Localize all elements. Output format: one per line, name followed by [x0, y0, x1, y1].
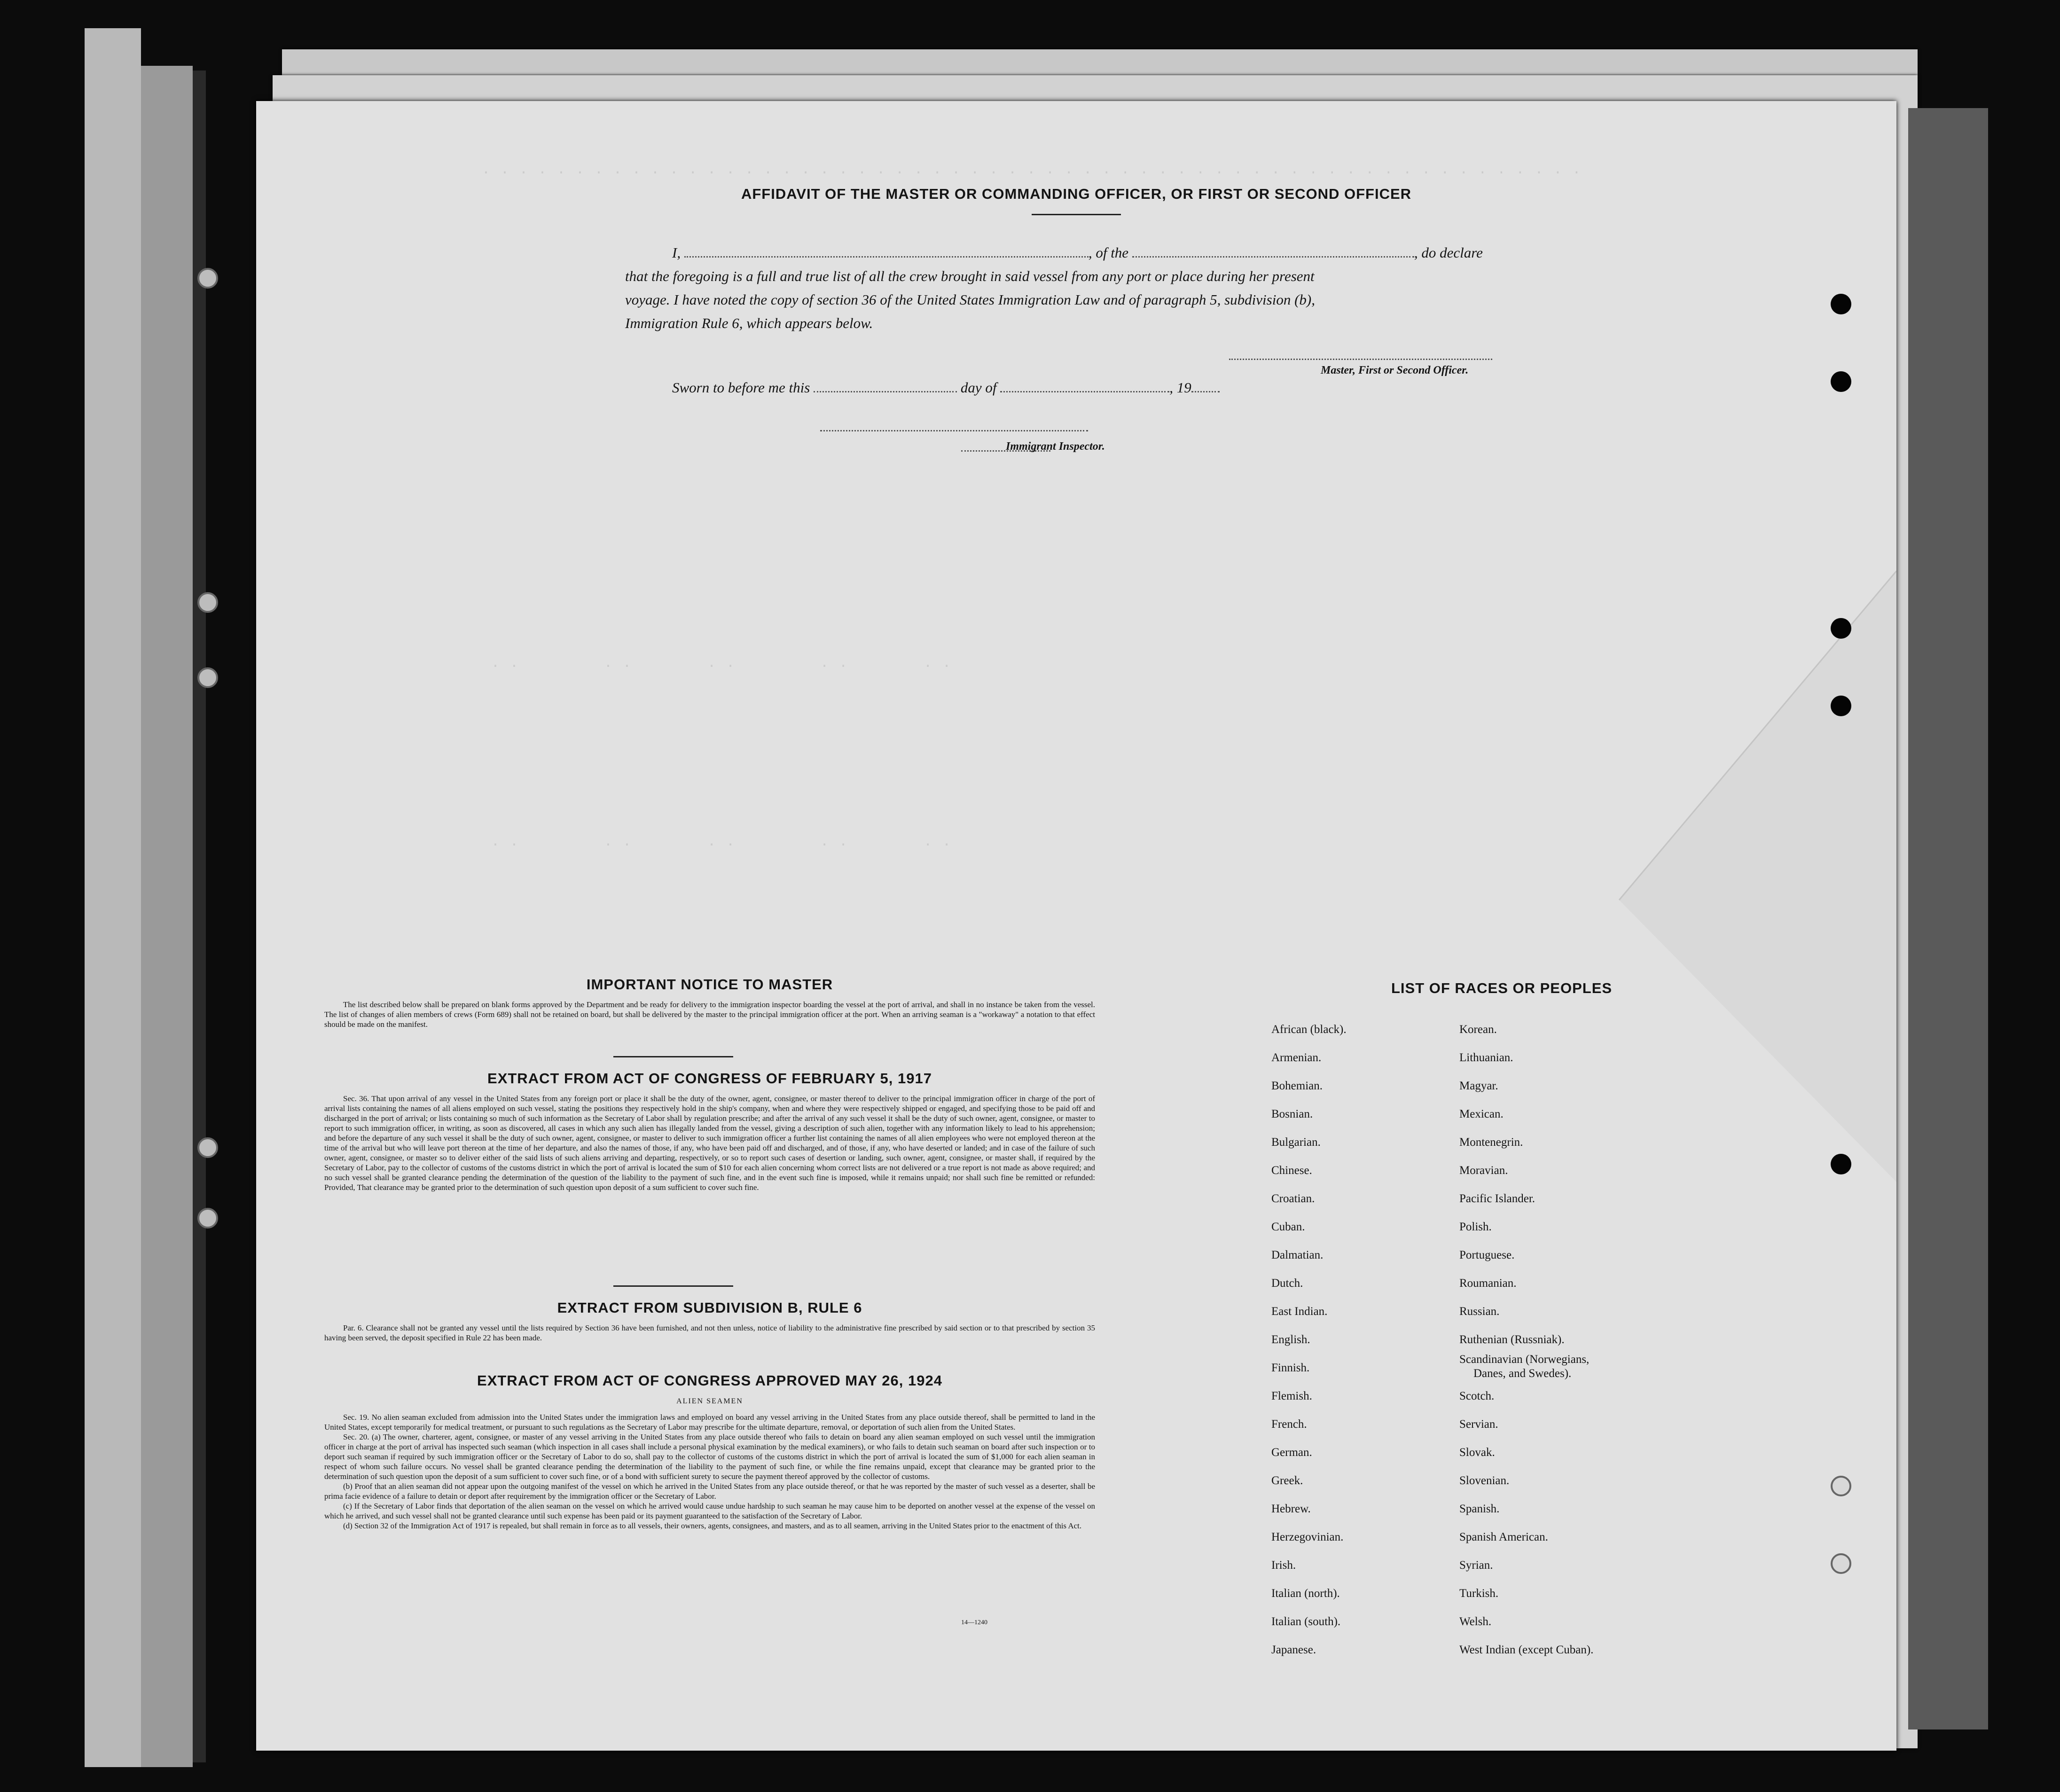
- punch-hole: [1831, 618, 1851, 639]
- race-item: Lithuanian.: [1459, 1051, 1513, 1064]
- i-label: I,: [672, 244, 681, 261]
- punch-hole: [1831, 1154, 1851, 1174]
- day-of-label: day of: [960, 379, 997, 396]
- bleed-through: . . . . . . . . . .: [491, 834, 952, 850]
- binder-ring: [197, 1208, 218, 1229]
- race-item: Mexican.: [1459, 1108, 1504, 1120]
- race-item: Russian.: [1459, 1305, 1500, 1318]
- race-item: Flemish.: [1271, 1390, 1312, 1402]
- race-item: Croatian.: [1271, 1192, 1315, 1205]
- rule-6-text: [324, 1323, 1095, 1343]
- affidavit-title: AFFIDAVIT OF THE MASTER OR COMMANDING OFFICER, OR FIRST OR SECOND OFFICER: [741, 186, 1412, 202]
- section-36-paragraph: Sec. 36. That upon arrival of any vessel in the United States from any foreign port or place it shall be the duty of the owner, agent, consignee, or master thereof to deliver to the principal immigration officer in charge of the port of arrival lists containing the names of all aliens employed on such vessel, stating the positions they respectively hold in the ship's company, when and where they were respectively shipped or engaged, and specifying those to be paid off and discharged in the port of arrival; or lists containing so much of such information as the Secretary of Labor shall by regulation prescribe; and after the arrival of any such vessel it shall be the duty of such owner, agent, consignee, or master to report to such immigration officer, in writing, as soon as discovered, all cases in which any such alien has illegally landed from the vessel, giving a description of such alien, together with any information likely to lead to his apprehension; and before the departure of any such vessel it shall be the duty of such owner, agent, consignee, or master to deliver to such immigration officer a further list containing the names of all alien employees who were not employed thereon at the time of the arrival but who will leave port thereon at the time of her departure, and also the names of those, if any, who have been paid off and discharged, and of those, if any, who have deserted or landed; and in case of the failure of such owner, agent, consignee, or master so to deliver either of the said lists of such aliens arriving and departing, respectively, or so to report such cases of desertion or landing, such owner, agent, consignee, or master shall, if required by the Secretary of Labor, pay to the collector of customs of the customs district in which the port of arrival is located the sum of $10 for each alien concerning whom correct lists are not delivered or a true report is not made as above required; and no such vessel shall be granted clearance pending the determination of the question of the liability to the payment of such fine, and in the event such fine is imposed, while it remains unpaid; nor shall such fine be remitted or refunded: Provided, That clearance may be granted prior to the determination of such question upon deposit of a sum sufficient to cover such fine.: [324, 1094, 1095, 1192]
- race-item: Bosnian.: [1271, 1108, 1313, 1120]
- race-item: Pacific Islander.: [1459, 1192, 1535, 1205]
- race-item: Armenian.: [1271, 1051, 1322, 1064]
- binder-ring: [197, 667, 218, 688]
- binder-ring: [197, 268, 218, 289]
- year-prefix: , 19: [1169, 379, 1191, 396]
- race-item: Welsh.: [1459, 1615, 1492, 1628]
- binder-strip-inner: [141, 66, 193, 1767]
- vessel-blank[interactable]: [1132, 256, 1414, 258]
- sworn-label: Sworn to before me this: [672, 379, 810, 396]
- do-declare-label: , do declare: [1414, 244, 1483, 261]
- inspector-label: Immigrant Inspector.: [1006, 440, 1105, 453]
- race-item: Montenegrin.: [1459, 1136, 1523, 1149]
- alien-seamen-subtitle: ALIEN SEAMEN: [676, 1397, 743, 1405]
- extract-1917-text: [324, 1094, 1095, 1192]
- form-number: 14—1240: [961, 1619, 987, 1626]
- race-item: Ruthenian (Russniak).: [1459, 1333, 1565, 1346]
- race-item: Dutch.: [1271, 1277, 1303, 1290]
- race-item: Servian.: [1459, 1418, 1498, 1431]
- binder-edge: [193, 70, 206, 1762]
- punch-hole: [1831, 371, 1851, 392]
- race-item: Slovenian.: [1459, 1474, 1510, 1487]
- race-item: Syrian.: [1459, 1559, 1493, 1572]
- punch-hole: [1831, 1553, 1851, 1574]
- race-item: Italian (south).: [1271, 1615, 1341, 1628]
- sworn-year-blank[interactable]: [1191, 391, 1220, 392]
- right-binder-edge: [1908, 108, 1988, 1729]
- section-divider: [613, 1056, 733, 1057]
- race-item: Scandinavian (Norwegians,: [1459, 1353, 1590, 1366]
- notice-title: IMPORTANT NOTICE TO MASTER: [586, 976, 833, 993]
- race-item: West Indian (except Cuban).: [1459, 1643, 1594, 1656]
- races-title: LIST OF RACES OR PEOPLES: [1391, 980, 1613, 996]
- race-item: Greek.: [1271, 1474, 1303, 1487]
- extract-1917-title: EXTRACT FROM ACT OF CONGRESS OF FEBRUARY 5, 1917: [487, 1070, 932, 1087]
- sworn-line: [672, 379, 1220, 396]
- race-item: Bohemian.: [1271, 1080, 1323, 1092]
- race-item: Moravian.: [1459, 1164, 1508, 1177]
- race-item: Slovak.: [1459, 1446, 1495, 1459]
- race-item: Spanish American.: [1459, 1531, 1548, 1543]
- race-item: German.: [1271, 1446, 1312, 1459]
- race-item: Magyar.: [1459, 1080, 1498, 1092]
- sec-19-paragraph: Sec. 19. No alien seaman excluded from admission into the United States under the immigration laws and employed on board any vessel arriving in the United States from any place outside thereof, shall be permitted to land in the United States, except temporarily for medical treatment, or pursuant to such regulations as the Secretary of Labor may prescribe for the ultimate departure, removal, or deportation of such alien from the United States.: [324, 1413, 1095, 1432]
- rule-6-title: EXTRACT FROM SUBDIVISION B, RULE 6: [557, 1299, 862, 1316]
- race-item: Japanese.: [1271, 1643, 1316, 1656]
- extract-1924-text: [324, 1412, 1095, 1531]
- race-item: East Indian.: [1271, 1305, 1328, 1318]
- sec-20d-paragraph: (d) Section 32 of the Immigration Act of 1917 is repealed, but shall remain in force as to all vessels, their owners, agents, consignees, and masters, and as to all seamen, arriving in the United States prior to the enactment of this Act.: [343, 1521, 1082, 1530]
- affidavit-body-1: that the foregoing is a full and true list of all the crew brought in said vessel from any port or place during her present: [625, 268, 1315, 284]
- sworn-day-blank[interactable]: [814, 391, 957, 392]
- affidavit-body-2: voyage. I have noted the copy of section 36 of the United States Immigration Law and of paragraph 5, subdivision (b),: [625, 291, 1315, 308]
- section-divider: [613, 1285, 733, 1287]
- race-item: Italian (north).: [1271, 1587, 1340, 1600]
- race-item: French.: [1271, 1418, 1307, 1431]
- binder-ring: [197, 1137, 218, 1158]
- punch-hole: [1831, 1476, 1851, 1496]
- race-item: Danes, and Swedes).: [1473, 1367, 1572, 1380]
- extract-1924-title: EXTRACT FROM ACT OF CONGRESS APPROVED MAY 26, 1924: [477, 1372, 942, 1389]
- race-item: Portuguese.: [1459, 1249, 1515, 1261]
- race-item: Roumanian.: [1459, 1277, 1517, 1290]
- document-sheet: [256, 101, 1896, 1751]
- race-item: Finnish.: [1271, 1362, 1310, 1374]
- title-divider: [1032, 214, 1121, 215]
- race-item: Dalmatian.: [1271, 1249, 1324, 1261]
- race-item: Polish.: [1459, 1221, 1492, 1233]
- declaration-line: [672, 244, 1483, 261]
- race-item: Cuban.: [1271, 1221, 1305, 1233]
- bleed-through: . . . . . . . . . . . . . . . . . . . . . . . . . . . . . . . . . . . . . . . . . . . . . . . . . . . . . . . . . . .: [482, 162, 1582, 178]
- sec-20c-paragraph: (c) If the Secretary of Labor finds that deportation of the alien seaman on the vessel on which he arrived would cause undue hardship to such seaman he may cause him to be deported on another vessel at the expense of the vessel on which he arrived, and such vessel shall not be granted clearance until such expense has been paid or its payment guaranteed to the satisfaction of the Secretary of Labor.: [324, 1502, 1095, 1520]
- sec-20a-paragraph: Sec. 20. (a) The owner, charterer, agent, consignee, or master of any vessel arriving in the United States from any place outside thereof who fails to detain on board any alien seaman employed on such vessel until the immigration officer in charge at the port of arrival has inspected such seaman (which inspection in all cases shall include a personal physical examination by the medical examiners), or who fails to detain such seaman on board after such inspection or to deport such seaman if required by such immigration officer or the Secretary of Labor to do so, shall pay to the collector of customs of the customs district in which the port of arrival is located the sum of $1,000 for each alien seaman in respect of whom such failure occurs. No vessel shall be granted clearance pending the determination of the liability to the payment of such fine, or while the fine remains unpaid, except that clearance may be granted prior to the determination of such question upon the deposit of a sum sufficient to cover such fine, or of a bond with sufficient surety to secure the payment thereof approved by the collector of customs.: [324, 1432, 1095, 1481]
- race-item: English.: [1271, 1333, 1310, 1346]
- race-item: Turkish.: [1459, 1587, 1499, 1600]
- race-item: Bulgarian.: [1271, 1136, 1321, 1149]
- race-item: Scotch.: [1459, 1390, 1495, 1402]
- par-6-paragraph: Par. 6. Clearance shall not be granted any vessel until the lists required by Section 36 have been furnished, and not then unless, notice of liability to the administrative fine prescribed by said section or to that prescribed by section 35 having been served, the deposit specified in Rule 22 has been made.: [324, 1323, 1095, 1342]
- bleed-through: . . . . . . . . . .: [491, 656, 952, 672]
- sworn-month-blank[interactable]: [1000, 391, 1169, 392]
- binder-strip: [85, 28, 141, 1767]
- race-item: Irish.: [1271, 1559, 1296, 1572]
- of-the-label: , of the: [1088, 244, 1129, 261]
- race-item: African (black).: [1271, 1023, 1347, 1036]
- master-signature-line[interactable]: [1229, 359, 1492, 360]
- notice-paragraph: The list described below shall be prepared on blank forms approved by the Department and be ready for delivery to the immigration inspector boarding the vessel at the port of arrival, and shall in no instance be taken from the vessel. The list of changes of alien members of crews (Form 689) shall not be retained on board, but shall be delivered by the master to the principal immigration officer at the port. When an arriving seaman is a "workaway" a notation to that effect should be made on the manifest.: [324, 1000, 1095, 1029]
- punch-hole: [1831, 696, 1851, 716]
- race-item: Chinese.: [1271, 1164, 1312, 1177]
- master-signature-label: Master, First or Second Officer.: [1321, 364, 1469, 376]
- race-item: Spanish.: [1459, 1502, 1500, 1515]
- race-item: Hebrew.: [1271, 1502, 1311, 1515]
- inspector-signature-line[interactable]: [820, 430, 1088, 431]
- name-blank[interactable]: [684, 256, 1089, 258]
- race-item: Herzegovinian.: [1271, 1531, 1344, 1543]
- notice-text: [324, 1000, 1095, 1029]
- sec-20b-paragraph: (b) Proof that an alien seaman did not appear upon the outgoing manifest of the vessel on which he arrived in the United States from any place outside thereof, or that he was reported by the master of such vessel as a deserter, shall be prima facie evidence of a failure to detain or deport after requirement by the immigration officer or the Secretary of Labor.: [324, 1482, 1095, 1501]
- binder-ring: [197, 592, 218, 613]
- affidavit-body-3: Immigration Rule 6, which appears below.: [625, 315, 873, 331]
- race-item: Korean.: [1459, 1023, 1497, 1036]
- punch-hole: [1831, 294, 1851, 314]
